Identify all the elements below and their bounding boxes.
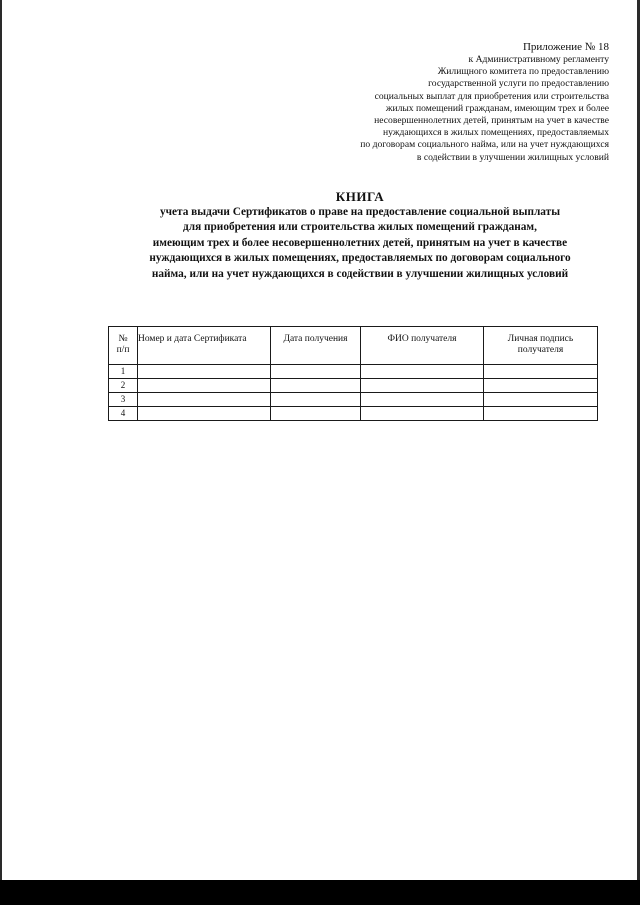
column-header-number <box>109 327 138 365</box>
signature-cell <box>484 393 598 407</box>
subtitle-line: имеющим трех и более несовершеннолетних детей, принятым на учет в качестве <box>152 236 568 249</box>
certificate-cell <box>138 379 271 393</box>
appendix-line: по договорам социального найма, или на учет нуждающихся <box>360 139 609 151</box>
appendix-line: социальных выплат для приобретения или строительства <box>374 90 609 102</box>
subtitle-line: для приобретения или строительства жилых помещений гражданам, <box>183 221 537 234</box>
certificate-cell <box>138 393 271 407</box>
table-header-row <box>109 327 598 365</box>
column-header-signature-line1: Личная подпись <box>507 334 574 344</box>
recipient-name-cell <box>361 365 484 379</box>
recipient-name-cell <box>361 393 484 407</box>
date-received-cell <box>271 407 361 421</box>
table-row <box>109 393 598 407</box>
scan-bottom-bar <box>0 880 640 905</box>
subtitle-line: нуждающихся в жилых помещениях, предоставляемых по договорам социального <box>149 252 571 265</box>
signature-cell <box>484 365 598 379</box>
column-header-signature <box>484 327 598 365</box>
document-subtitle <box>60 205 640 282</box>
column-header-number-line2: п/п <box>116 345 130 355</box>
table-row <box>109 407 598 421</box>
certificate-cell <box>138 365 271 379</box>
date-received-cell <box>271 365 361 379</box>
appendix-line: несовершеннолетних детей, принятым на учет в качестве <box>374 115 609 127</box>
column-header-signature-line2: получателя <box>517 345 564 355</box>
date-received-cell <box>271 393 361 407</box>
subtitle-line: учета выдачи Сертификатов о праве на предоставление социальной выплаты <box>159 206 561 218</box>
row-number: 1 <box>109 365 138 379</box>
appendix-header <box>289 41 609 164</box>
subtitle-line: найма, или на учет нуждающихся в содействии в улучшении жилищных условий <box>151 267 569 280</box>
row-number: 4 <box>109 407 138 421</box>
column-header-date-received: Дата получения <box>271 327 361 365</box>
document-title-block <box>60 190 640 282</box>
row-number: 2 <box>109 379 138 393</box>
recipient-name-cell <box>361 407 484 421</box>
column-header-recipient-name: ФИО получателя <box>361 327 484 365</box>
column-header-number-line1: № <box>118 334 128 344</box>
recipient-name-cell <box>361 379 484 393</box>
column-header-certificate: Номер и дата Сертификата <box>138 327 271 365</box>
signature-cell <box>484 407 598 421</box>
appendix-line: Жилищного комитета по предоставлению <box>437 66 609 78</box>
date-received-cell <box>271 379 361 393</box>
table-row <box>109 365 598 379</box>
row-number: 3 <box>109 393 138 407</box>
appendix-line: к Административному регламенту <box>468 54 609 65</box>
document-title: КНИГА <box>335 189 385 204</box>
table-row <box>109 379 598 393</box>
appendix-line: в содействии в улучшении жилищных условий <box>416 151 609 163</box>
appendix-line: нуждающихся в жилых помещениях, предоставляемых <box>383 127 609 139</box>
scan-edge-left <box>0 0 2 880</box>
signature-cell <box>484 379 598 393</box>
certificate-cell <box>138 407 271 421</box>
appendix-line: государственной услуги по предоставлению <box>428 78 609 90</box>
appendix-line: жилых помещений гражданам, имеющим трех и более <box>385 102 609 114</box>
appendix-line: Приложение № 18 <box>522 41 609 53</box>
certificate-register-table <box>108 326 598 421</box>
